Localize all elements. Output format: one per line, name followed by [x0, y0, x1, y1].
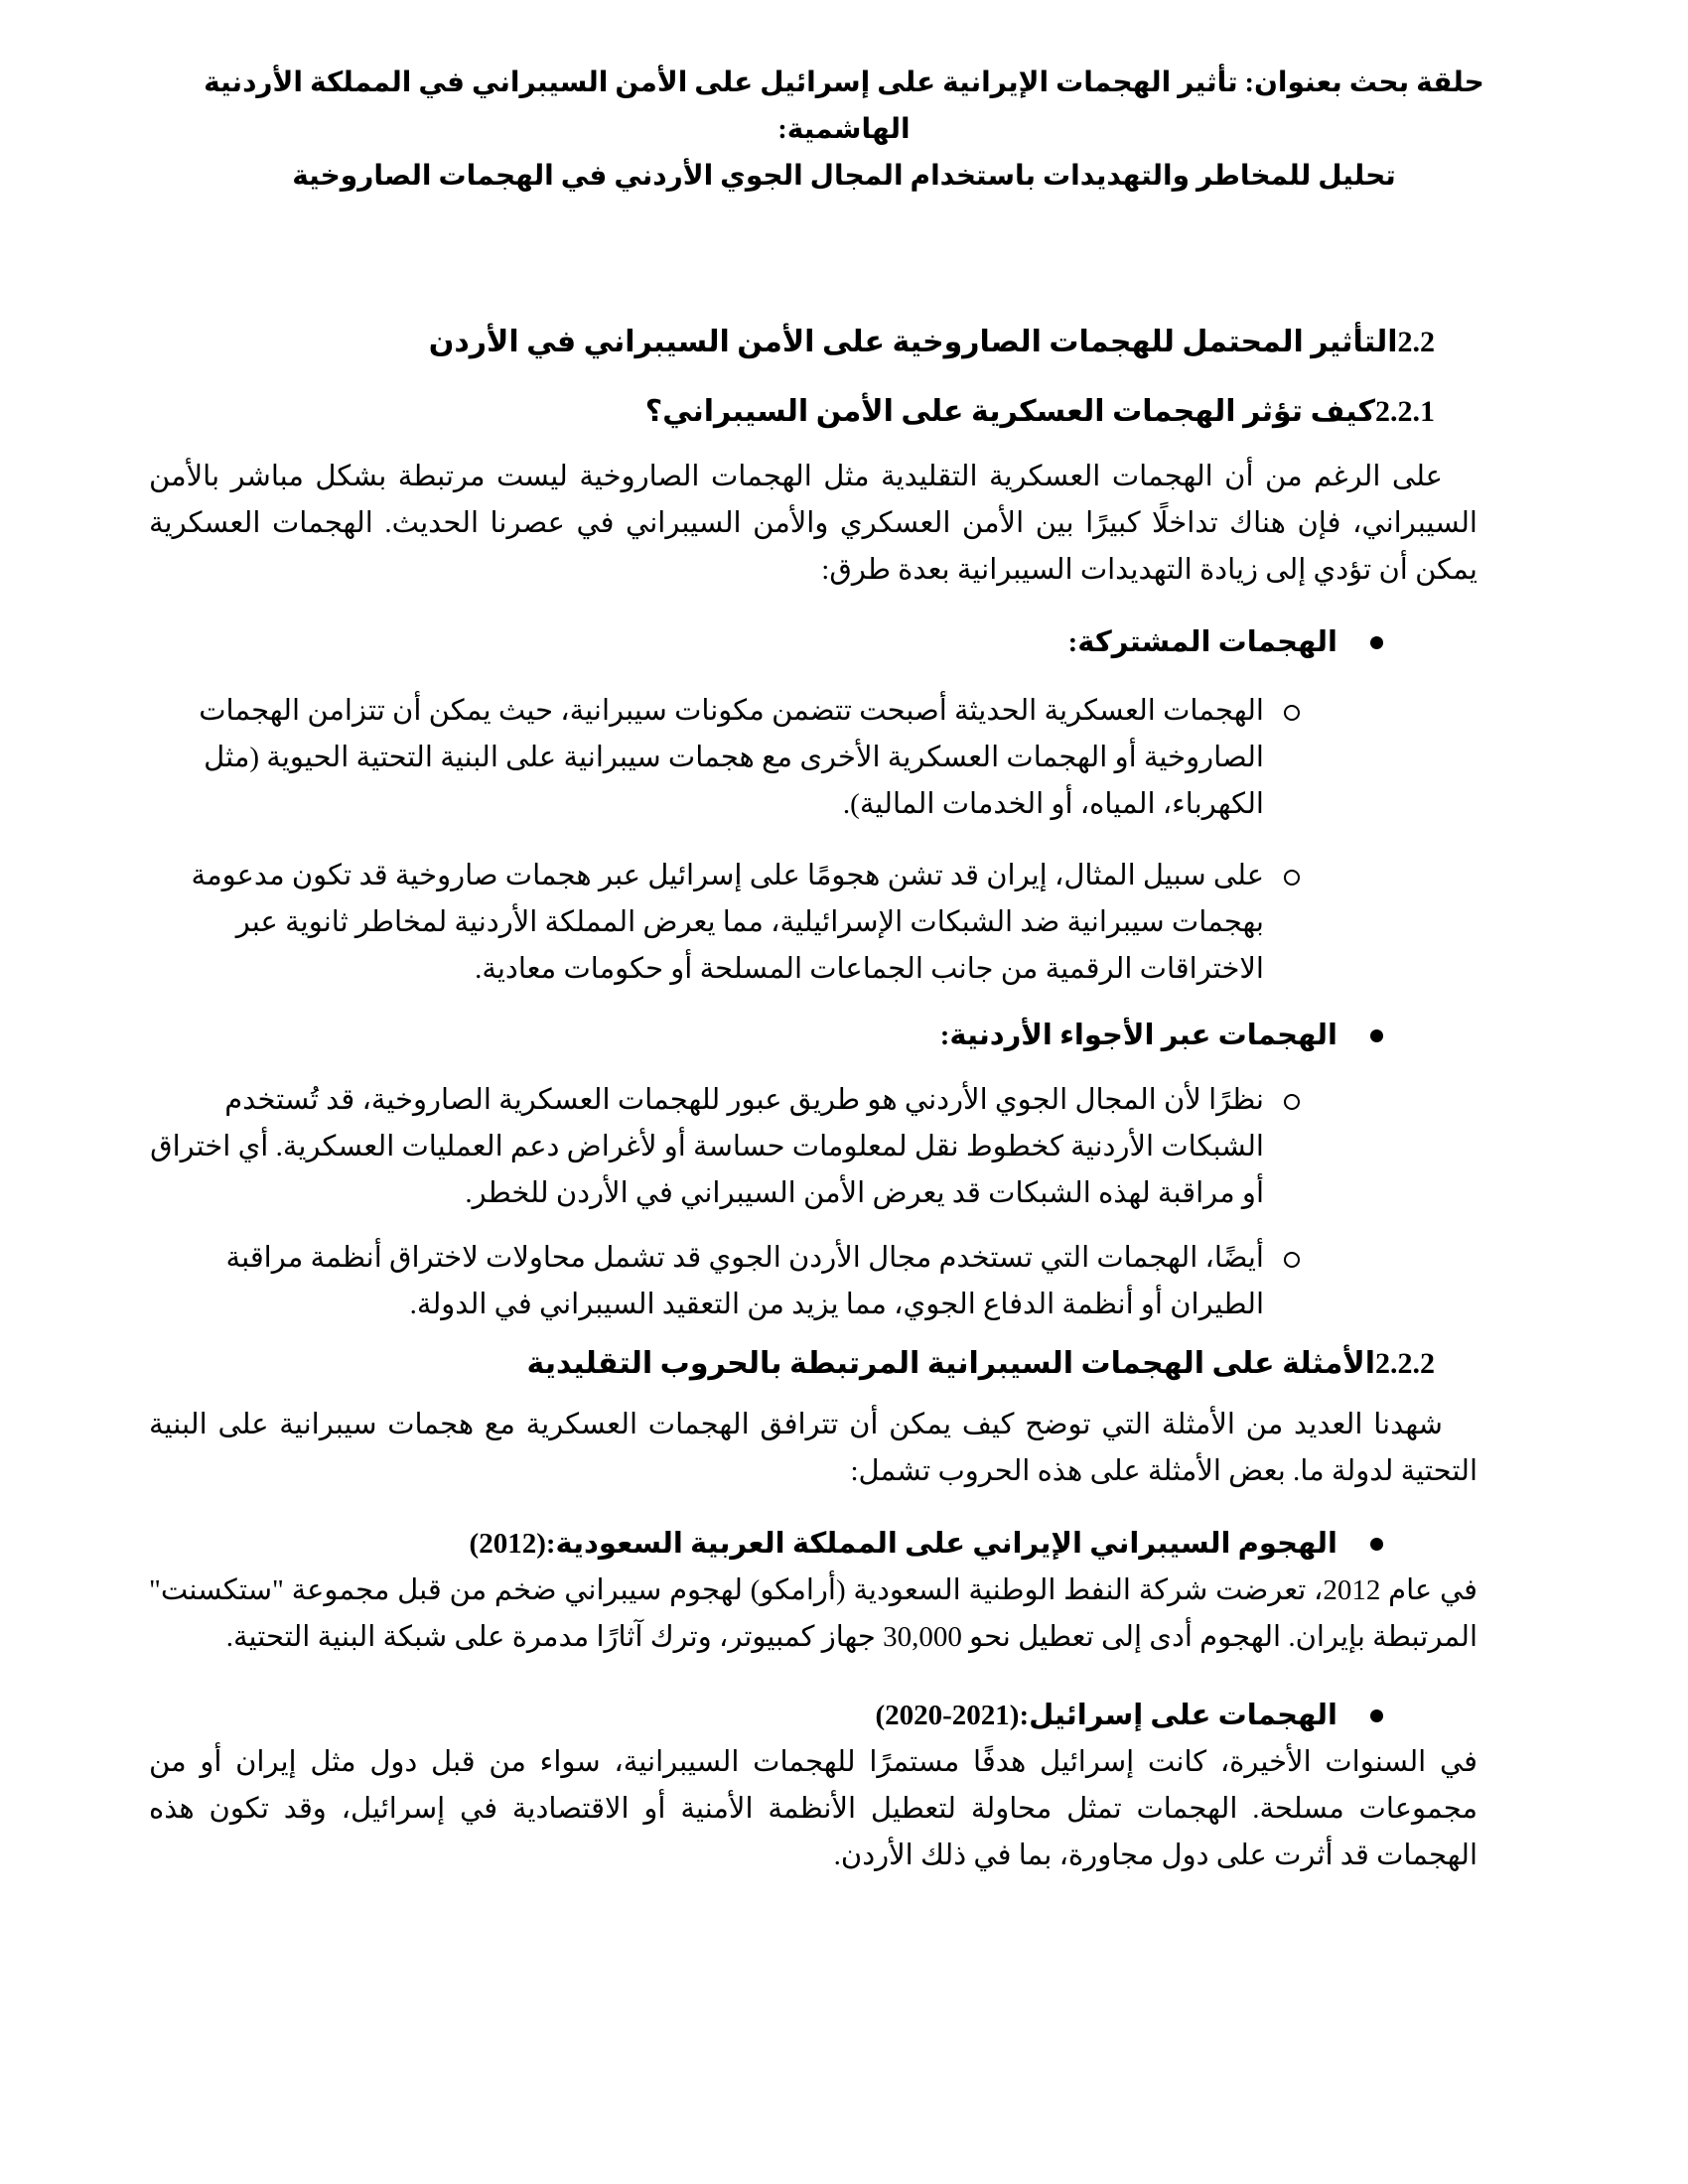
intro-paragraph: على الرغم من أن الهجمات العسكرية التقليدية مثل الهجمات الصاروخية ليست مرتبطة بشكل مباشر بالأمن السيبراني، فإن هناك تداخلًا كبيرًا بين الأمن العسكري والأمن السيبراني في عصرنا الحديث. الهجمات العسكرية يمكن أن تؤدي إلى زيادة التهديدات السيبرانية بعدة طرق: [149, 461, 1477, 586]
section-number: 2.2.1 [1375, 395, 1435, 428]
bullet-item-saudi-attack [149, 1521, 1415, 1568]
bullet-disc-marker [1337, 619, 1415, 649]
sub-bullet-text: على سبيل المثال، إيران قد تشن هجومًا على إسرائيل عبر هجمات صاروخية قد تكون مدعومة بهجمات سيبرانية ضد الشبكات الإسرائيلية، مما يعرض المملكة الأردنية لمخاطر ثانوية عبر الاختراقات الرقمية من جانب الجماعات المسلحة أو حكومات معادية. [191, 860, 1264, 985]
document-title [180, 60, 1508, 200]
bullet-disc-marker [1337, 1521, 1415, 1551]
bullet-item-airspace-attacks [149, 1013, 1415, 1059]
examples-paragraph: شهدنا العديد من الأمثلة التي توضح كيف يمكن أن تترافق الهجمات العسكرية مع هجمات سيبرانية على البنية التحتية لدولة ما. بعض الأمثلة على هذه الحروب تشمل: [149, 1409, 1477, 1487]
example-title: الهجوم السيبراني الإيراني على المملكة العربية السعودية: [545, 1528, 1337, 1560]
israel-attacks-paragraph: في السنوات الأخيرة، كانت إسرائيل هدفًا مستمرًا للهجمات السيبرانية، سواء من قبل دول مثل إيران أو من مجموعات مسلحة. الهجمات تمثل محاولة لتعطيل الأنظمة الأمنية أو الاقتصادية في إسرائيل، وقد تكون هذه الهجمات قد أثرت على دول مجاورة، بما في ذلك الأردن. [149, 1746, 1477, 1871]
section-heading-2-2-1 [149, 392, 1435, 432]
bullet-disc-marker [1337, 1013, 1415, 1042]
disc-icon [1370, 1709, 1383, 1722]
document-content [149, 0, 1484, 1879]
example-title: الهجمات على إسرائيل: [1019, 1700, 1337, 1731]
circle-icon [1284, 1252, 1300, 1268]
bullet-item-israel-attacks [149, 1693, 1415, 1739]
sub-bullet-item [149, 853, 1319, 993]
circle-icon [1284, 870, 1300, 886]
sub-bullet-item [149, 1077, 1319, 1217]
bullet-circle-marker [1264, 853, 1319, 886]
section-heading-2-2 [149, 323, 1435, 362]
sub-bullet-item [149, 1235, 1319, 1328]
bullet-item-joint-attacks [149, 619, 1415, 666]
bullet-circle-marker [1264, 688, 1319, 721]
saudi-attack-paragraph: في عام 2012، تعرضت شركة النفط الوطنية السعودية (أرامكو) لهجوم سيبراني ضخم من قبل مجموعة "ستكسنت" المرتبطة بإيران. الهجوم أدى إلى تعطيل نحو 30,000 جهاز كمبيوتر، وترك آثارًا مدمرة على شبكة البنية التحتية. [149, 1574, 1477, 1653]
bullet-label: الهجمات عبر الأجواء الأردنية: [939, 1020, 1337, 1051]
disc-icon [1370, 1538, 1383, 1551]
example-year: (2012) [469, 1528, 546, 1560]
document-title-line2: تحليل للمخاطر والتهديدات باستخدام المجال الجوي الأردني في الهجمات الصاروخية [292, 161, 1396, 192]
disc-icon [1370, 1029, 1383, 1042]
sub-bullet-text: أيضًا، الهجمات التي تستخدم مجال الأردن الجوي قد تشمل محاولات لاختراق أنظمة مراقبة الطيران أو أنظمة الدفاع الجوي، مما يزيد من التعقيد السيبراني في الدولة. [225, 1242, 1264, 1320]
section-heading-2-2-2 [149, 1344, 1435, 1384]
sub-bullet-item [149, 688, 1319, 828]
bullet-disc-marker [1337, 1693, 1415, 1722]
sub-bullet-text: نظرًا لأن المجال الجوي الأردني هو طريق عبور للهجمات العسكرية الصاروخية، قد تُستخدم الشبكات الأردنية كخطوط نقل لمعلومات حساسة أو لأغراض دعم العمليات العسكرية. أي اختراق أو مراقبة لهذه الشبكات قد يعرض الأمن السيبراني في الأردن للخطر. [150, 1084, 1264, 1209]
section-heading-text: الأمثلة على الهجمات السيبرانية المرتبطة بالحروب التقليدية [526, 1347, 1375, 1380]
sub-bullet-text: الهجمات العسكرية الحديثة أصبحت تتضمن مكونات سيبرانية، حيث يمكن أن تتزامن الهجمات الصاروخية أو الهجمات العسكرية الأخرى مع هجمات سيبرانية على البنية التحتية الحيوية (مثل الكهرباء، المياه، أو الخدمات المالية). [199, 695, 1264, 820]
section-number: 2.2 [1397, 326, 1435, 358]
section-heading-text: كيف تؤثر الهجمات العسكرية على الأمن السيبراني؟ [644, 395, 1375, 428]
document-title-line1: حلقة بحث بعنوان: تأثير الهجمات الإيرانية على إسرائيل على الأمن السيبراني في المملكة الأردنية الهاشمية: [204, 68, 1484, 145]
section-number: 2.2.2 [1375, 1347, 1435, 1380]
section-heading-text: التأثير المحتمل للهجمات الصاروخية على الأمن السيبراني في الأردن [428, 326, 1398, 358]
bullet-label [875, 1693, 1337, 1739]
circle-icon [1284, 1094, 1300, 1110]
bullet-label: الهجمات المشتركة: [1067, 626, 1337, 658]
bullet-circle-marker [1264, 1235, 1319, 1268]
bullet-circle-marker [1264, 1077, 1319, 1110]
bullet-label [470, 1521, 1337, 1568]
disc-icon [1370, 636, 1383, 649]
example-year: (2020-2021) [875, 1700, 1020, 1731]
circle-icon [1284, 705, 1300, 721]
